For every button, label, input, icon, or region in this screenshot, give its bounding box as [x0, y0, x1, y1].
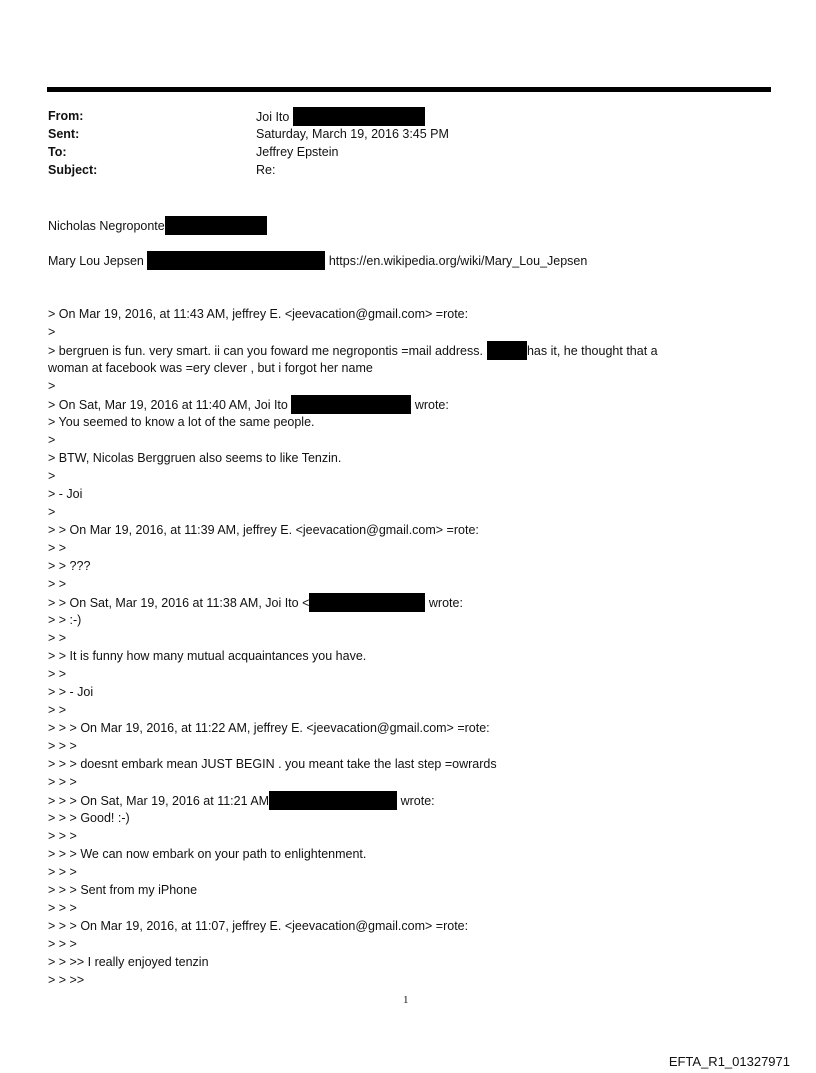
thread-line: woman at facebook was =ery clever , but i forgot her name	[48, 361, 373, 375]
contact-line-2	[48, 251, 587, 270]
thread-line: > > >>	[48, 973, 85, 987]
thread-text: wrote:	[428, 596, 463, 610]
thread-line: > > > Good! :-)	[48, 811, 130, 825]
thread-line	[48, 341, 658, 360]
thread-line	[48, 791, 435, 810]
thread-text: > bergruen is fun. very smart. ii can you foward me negropontis =mail address.	[48, 344, 483, 358]
contact-name: Mary Lou Jepsen	[48, 254, 144, 268]
thread-text: wrote:	[414, 398, 449, 412]
thread-line: >	[48, 469, 56, 483]
thread-line	[48, 593, 463, 612]
thread-text: > On Sat, Mar 19, 2016 at 11:40 AM, Joi Ito	[48, 398, 288, 412]
thread-line: >	[48, 325, 56, 339]
header-rule	[47, 87, 771, 92]
subject-value: Re:	[256, 163, 276, 177]
redaction-box	[487, 341, 527, 360]
redaction-box	[147, 251, 325, 270]
thread-line: > BTW, Nicolas Berggruen also seems to like Tenzin.	[48, 451, 342, 465]
contact-url: https://en.wikipedia.org/wiki/Mary_Lou_Jepsen	[328, 254, 588, 268]
thread-line: > > >	[48, 865, 77, 879]
thread-line: >	[48, 379, 56, 393]
thread-line: > > :-)	[48, 613, 82, 627]
thread-line: > > >	[48, 775, 77, 789]
thread-line: > > >	[48, 901, 77, 915]
from-name: Joi Ito	[256, 110, 290, 124]
thread-line: > > - Joi	[48, 685, 94, 699]
thread-line: > >	[48, 703, 67, 717]
thread-line: > - Joi	[48, 487, 83, 501]
from-value	[256, 107, 425, 126]
thread-text: > > > On Sat, Mar 19, 2016 at 11:21 AM	[48, 794, 270, 808]
thread-line: > > > On Mar 19, 2016, at 11:22 AM, jeffrey E. <jeevacation@gmail.com> =rote:	[48, 721, 490, 735]
thread-line: > >	[48, 541, 67, 555]
thread-line: > >	[48, 577, 67, 591]
thread-line: > > It is funny how many mutual acquaintances you have.	[48, 649, 367, 663]
thread-text: wrote:	[400, 794, 435, 808]
thread-line: >	[48, 433, 56, 447]
redaction-box	[293, 107, 425, 126]
redaction-box	[291, 395, 411, 414]
thread-text: > > On Sat, Mar 19, 2016 at 11:38 AM, Joi Ito <	[48, 596, 310, 610]
contact-name: Nicholas Negroponte	[48, 219, 165, 233]
thread-text: has it, he thought that a	[526, 344, 658, 358]
thread-line: > > > Sent from my iPhone	[48, 883, 198, 897]
redaction-box	[269, 791, 397, 810]
thread-line: > > > We can now embark on your path to enlightenment.	[48, 847, 367, 861]
thread-line: > > >	[48, 829, 77, 843]
thread-line: > > > On Mar 19, 2016, at 11:07, jeffrey E. <jeevacation@gmail.com> =rote:	[48, 919, 469, 933]
document-id: EFTA_R1_01327971	[668, 1054, 790, 1069]
redaction-box	[165, 216, 267, 235]
thread-line: > > >	[48, 937, 77, 951]
sent-label: Sent:	[48, 127, 80, 141]
page-number: 1	[403, 994, 409, 1006]
to-label: To:	[48, 145, 67, 159]
thread-line: > You seemed to know a lot of the same people.	[48, 415, 315, 429]
thread-line: > > >	[48, 739, 77, 753]
thread-line: > > ???	[48, 559, 91, 573]
redaction-box	[309, 593, 425, 612]
thread-line: >	[48, 505, 56, 519]
thread-line: > >	[48, 667, 67, 681]
thread-line: > > >> I really enjoyed tenzin	[48, 955, 209, 969]
from-label: From:	[48, 109, 84, 123]
sent-value: Saturday, March 19, 2016 3:45 PM	[256, 127, 449, 141]
thread-line	[48, 395, 449, 414]
thread-line: > On Mar 19, 2016, at 11:43 AM, jeffrey E. <jeevacation@gmail.com> =rote:	[48, 307, 469, 321]
thread-line: > > On Mar 19, 2016, at 11:39 AM, jeffrey E. <jeevacation@gmail.com> =rote:	[48, 523, 479, 537]
subject-label: Subject:	[48, 163, 98, 177]
to-value: Jeffrey Epstein	[256, 145, 339, 159]
thread-line: > >	[48, 631, 67, 645]
contact-line-1	[48, 216, 267, 235]
thread-line: > > > doesnt embark mean JUST BEGIN . you meant take the last step =owrards	[48, 757, 497, 771]
